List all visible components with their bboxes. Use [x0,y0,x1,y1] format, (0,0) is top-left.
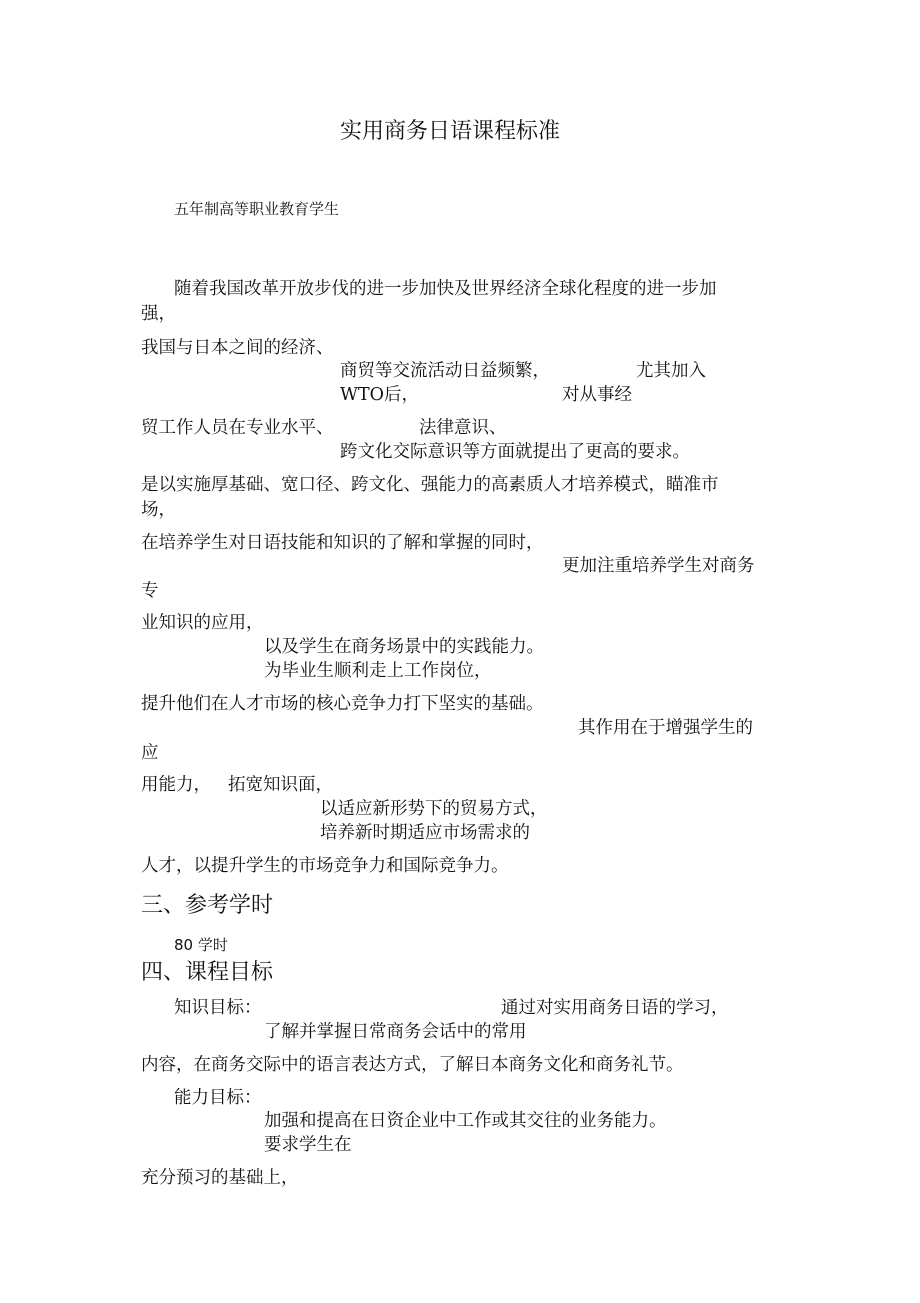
text-line: 以适应新形势下的贸易方式， [320,799,548,819]
text-line: 培养新时期适应市场需求的 [320,823,530,843]
text-line: 充分预习的基础上， [141,1168,299,1188]
text-line: 法律意识、 [419,418,507,438]
document-subtitle: 五年制高等职业教育学生 [174,200,340,218]
text-line: 内容，在商务交际中的语言表达方式，了解日本商务文化和商务礼节。 [141,1055,684,1075]
text-line: 知识目标： [174,998,262,1018]
text-line: 是以实施厚基础、宽口径、跨文化、强能力的高素质人才培养模式，瞄准市 [141,475,719,495]
text-line: 为毕业生顺利走上工作岗位， [264,661,492,681]
text-line: 专 [141,581,159,601]
text-line: 强， [141,304,176,324]
text-line: 商贸等交流活动日益频繁， [340,361,550,381]
text-line: 80 学时 [174,936,228,954]
text-line: 场， [141,500,176,520]
text-line: 了解并掌握日常商务会话中的常用 [264,1022,527,1042]
text-line: 跨文化交际意识等方面就提出了更高的要求。 [340,442,690,462]
text-line: 能力目标： [174,1088,262,1108]
text-line: 人才，以提升学生的市场竞争力和国际竞争力。 [141,856,509,876]
text-line: 以及学生在商务场景中的实践能力。 [264,637,544,657]
text-line: 用能力， [141,775,211,795]
section-heading: 四、课程目标 [141,960,274,985]
text-line: 应 [141,743,159,763]
text-line: 其作用在于增强学生的 [578,718,753,738]
text-line: WTO后， [340,385,420,405]
text-line: 随着我国改革开放步伐的进一步加快及世界经济全球化程度的进一步加 [174,279,717,299]
text-line: 更加注重培养学生对商务 [562,556,755,576]
text-line: 我国与日本之间的经济、 [141,338,334,358]
text-line: 要求学生在 [264,1135,352,1155]
text-line: 拓宽知识面， [228,775,333,795]
text-line: 在培养学生对日语技能和知识的了解和掌握的同时， [141,533,544,553]
section-heading: 三、参考学时 [141,893,274,918]
text-line: 通过对实用商务日语的学习， [501,998,729,1018]
text-line: 加强和提高在日资企业中工作或其交往的业务能力。 [264,1111,667,1131]
text-line: 业知识的应用， [141,613,264,633]
text-line: 提升他们在人才市场的核心竞争力打下坚实的基础。 [141,694,544,714]
document-title: 实用商务日语课程标准 [340,119,561,144]
text-line: 尤其加入 [636,361,706,381]
text-line: 对从事经 [562,385,632,405]
text-line: 贸工作人员在专业水平、 [141,418,334,438]
